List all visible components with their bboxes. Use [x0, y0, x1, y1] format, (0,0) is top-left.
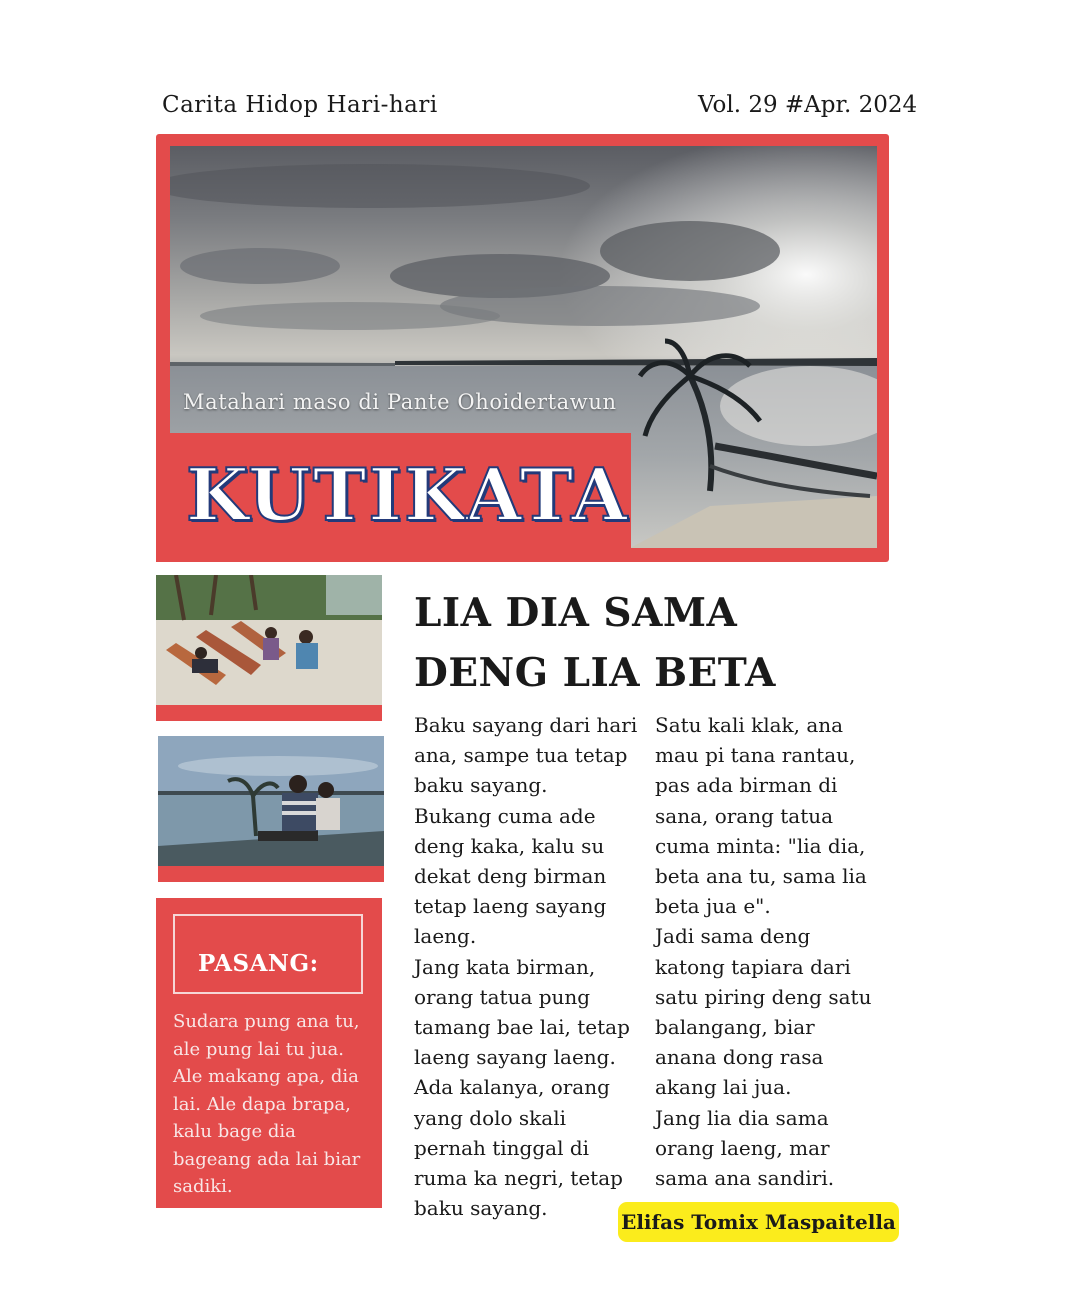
author-byline: Elifas Tomix Maspaitella [618, 1202, 899, 1242]
beach-chairs-photo [156, 575, 382, 721]
article-headline [414, 583, 776, 703]
masthead-title: KUTIKATA [186, 452, 630, 537]
pasang-title: PASANG: [198, 950, 319, 977]
seaside-conversation-photo [158, 736, 384, 882]
hero-caption: Matahari maso di Pante Ohoidertawun [183, 390, 617, 414]
article-column-1: Baku sayang dari hari ana, sampe tua tetap baku sayang. Bukang cuma ade deng kaka, kalu su dekat deng birman tetap laeng sayang laeng. Jang kata birman, orang tatua pung tamang bae lai, tetap laeng sayang laeng. Ada kalanya, orang yang dolo skali pernah tinggal di ruma ka negri, tetap baku sayang. [414, 713, 638, 1221]
headline-line-1: LIA DIA SAMA [414, 590, 738, 636]
issue-label: Vol. 29 #Apr. 2024 [698, 92, 918, 118]
headline-line-2: DENG LIA BETA [414, 650, 776, 696]
publication-title: Carita Hidop Hari-hari [162, 92, 438, 118]
article-column-2: Satu kali klak, ana mau pi tana rantau, pas ada birman di sana, orang tatua cuma minta: "lia dia, beta ana tu, sama lia beta jua e". Jadi sama deng katong tapiara dari satu piring deng satu balangang, biar anana dong rasa akang lai jua. Jang lia dia sama orang laeng, mar sama ana sandiri. [655, 713, 872, 1191]
pasang-text: Sudara pung ana tu, ale pung lai tu jua. Ale makang apa, dia lai. Ale dapa brapa, kalu bage dia bageang ada lai biar sadiki. [173, 1011, 361, 1197]
